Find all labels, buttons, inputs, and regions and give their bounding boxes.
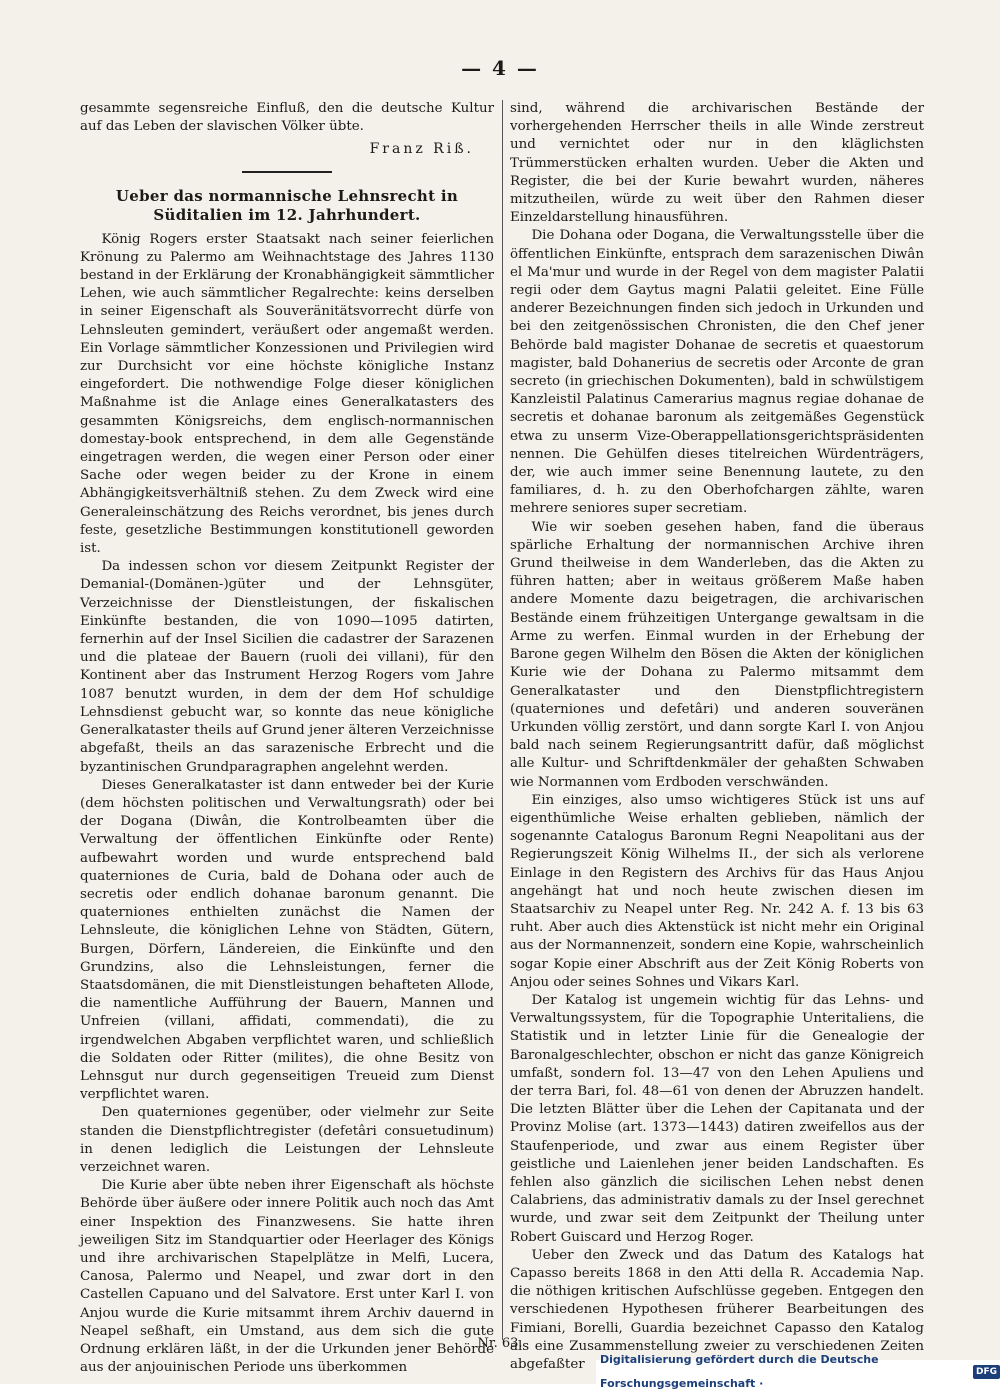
digitization-credit [596,1353,1000,1390]
body-paragraph: sind, während die archivarischen Bestände der vorhergehenden Herrscher theils in alle Winde zerstreut und vernichtet oder nur in den kläglichsten Trümmerstücken erhalten wurden. Ueber die Akten und Register, die bei der Kurie bewahrt wurden, näheres mitzutheilen, würde zu weit über den Rahmen dieser Einzeldarstellung hinausführen. [510,101,924,226]
body-paragraph: Der Katalog ist ungemein wichtig für das Lehns- und Verwaltungssystem, für die Topographie Unteritaliens, die Statistik und in letzter Linie für die Genealogie der Baronalgeschlechter, obschon er nicht das ganze Königreich umfaßt, sondern fol. 13—47 von den Lehen Apuliens und der terra Bari, fol. 48—61 von denen der Abruzzen handelt. Die letzten Blätter über die Lehen der Capitanata und der Provinz Molise (art. 1373—1443) datiren zweifellos aus der Staufenperiode, und zwar aus einem Register über geistliche und Laienlehen jener beiden Landschaften. Es fehlen also gänzlich die sicilischen Lehen nebst denen Calabriens, das administrativ damals zu der Insel gerechnet wurde, und zwar seit dem Zeitpunkt der Theilung unter Robert Guiscard und Herzog Roger. [510,992,924,1245]
body-paragraph: Da indessen schon vor diesem Zeitpunkt Register der Demanial-(Domänen-)güter und der Lehnsgüter, Verzeichnisse der Dienstleistungen, der fiskalischen Einkünfte bestanden, die von 1090—1095 datirten, fernerhin auf der Insel Sicilien die cadastrer der Sarazenen und die plateae der Bauern (ruoli dei villani), für den Kontinent aber das Instrument Herzog Rogers vom Jahre 1087 benutzt wurden, in dem der dem Hof schuldige Lehnsdienst gebucht war, so konnte das neue königliche Generalkataster theils auf Grund jener älteren Verzeichnisse abgefaßt, theils an das sarazenische Erbrecht und die byzantinischen Grundparagraphen angelehnt werden. [80,559,494,775]
page-number: — 4 — [461,56,539,80]
body-paragraph: Ueber den Zweck und das Datum des Katalogs hat Capasso bereits 1868 in den Atti della R. Accademia Nap. die nöthigen kritischen Aufschlüsse gegeben. Entgegen den verschiedenen Hypothesen früherer Bearbeitungen des Fimiani, Borelli, Guardia bezeichnet Capasso den Katalog als eine Zusammenstellung zweier zu verschiedenen Zeiten abgefaßter [510,1247,924,1373]
dfg-logo-icon: DFG [973,1365,1000,1379]
body-paragraph: Den quaterniones gegenüber, oder vielmehr zur Seite standen die Dienstpflichtregister (defetâri consuetudinum) in denen lediglich die Leistungen der Lehnsleute verzeichnet waren. [80,1105,494,1175]
article-title: Ueber das normannische Lehnsrecht in Süditalien im 12. Jahrhundert. [115,186,459,224]
right-column [510,100,924,1374]
intro-paragraph: gesammte segensreiche Einfluß, den die deutsche Kultur auf das Leben der slavischen Völker übte. [80,101,494,135]
section-divider [242,171,332,173]
issue-number: Nr. 63. [477,1336,523,1351]
body-paragraph: Die Kurie aber übte neben ihrer Eigenschaft als höchste Behörde über äußere oder innere Politik auch noch das Amt einer Inspektion des Finanzwesens. Sie hatte ihren jeweiligen Sitz im Standquartier oder Heerlager des Königs und ihre archivarischen Stapelplätze in Melfi, Lucera, Canosa, Palermo und Neapel, und zwar dort in den Castellen Capuano und del Salvatore. Erst unter Karl I. von Anjou wurde die Kurie mitsammt ihrem Archiv dauernd in Neapel seßhaft, ein Umstand, aus dem sich die gute Ordnung erklären läßt, in der die Urkunden jener Behörde aus der anjouinischen Periode uns überkommen [80,1178,494,1376]
credit-text: Digitalisierung gefördert durch die Deutsche Forschungsgemeinschaft · [600,1353,879,1390]
body-paragraph: König Rogers erster Staatsakt nach seiner feierlichen Krönung zu Palermo am Weihnachtstage des Jahres 1130 bestand in der Erklärung der Kronabhängigkeit sämmtlicher Lehen, wie auch sämmtlicher Regalrechte: keins derselben in seiner Eigenschaft als Souveränitätsvorrecht dürfe von Lehnsleuten gemindert, veräußert oder angemaßt werden. Ein Vorlage sämmtlicher Konzessionen und Privilegien wird zur Durchsicht vor eine höchste königliche Instanz eingefordert. Die nothwendige Folge dieser königlichen Maßnahme ist die Anlage eines Generalkatasters des gesammten Königsreichs, dem englisch-normannischen domestay-book entsprechend, in dem alle Gegenstände eingetragen werden, die wegen einer Person oder einer Sache oder wegen beider zu der Krone in einem Abhängigkeitsverhältniß stehen. Zu dem Zweck wird eine Generaleinschätzung des Reichs verordnet, bis jenes durch feste, gesetzliche Bestimmungen konstitutionell geworden ist. [80,231,494,557]
body-paragraph: Wie wir soeben gesehen haben, fand die überaus spärliche Erhaltung der normannischen Archive ihren Grund theilweise in dem Wanderleben, das die Akten zu führen hatten; aber in weitaus größerem Maße haben andere Momente dazu beigetragen, die archivarischen Bestände einem frühzeitigen Untergange gewaltsam in die Arme zu werfen. Einmal wurden in der Erhebung der Barone gegen Wilhelm den Bösen die Akten der königlichen Kurie wie der Dohana zu Palermo mitsammt dem Generalkataster und den Dienstpflichtregistern (quaterniones und defetâri) und anderen souveränen Urkunden völlig zerstört, und dann sorgte Karl I. von Anjou bald nach seinem Regierungsantritt dafür, daß möglichst alle Kultur- und Schriftdenkmäler der gehaßten Schwaben wie Normannen vom Erdboden verschwänden. [510,519,924,790]
body-paragraph: Die Dohana oder Dogana, die Verwaltungsstelle über die öffentlichen Einkünfte, entsprach dem sarazenischen Diwân el Ma'mur und wurde in der Regel von dem magister Palatii regii oder dem Gaytus magni Palatii geleitet. Eine Fülle anderer Bezeichnungen finden sich jedoch in Urkunden und bei den zeitgenössischen Chronisten, die den Chef jener Behörde bald magister Dohanae de secretis et quaestorum magister, bald Dohanerius de secretis oder Arconte de gran secreto (in griechischen Dokumenten), bald in schwülstigem Kanzleistil Palatinus Camerarius magnus regiae dohanae de secretis et dohanae baronum als zeitgemäßes Gegenstück etwa zu unserm Vize-Oberappellationsgerichtspräsidenten nennen. Die Gehülfen dieses titelreichen Würdenträgers, der, wie auch immer seine Benennung lautete, zu den familiares, d. h. zu den Oberhofchargen zählte, waren mehrere seniores super secretiam. [510,228,924,517]
column-divider [502,100,503,1340]
body-paragraph: Dieses Generalkataster ist dann entweder bei der Kurie (dem höchsten politischen und Verwaltungsrath) oder bei der Dogana (Diwân, die Kontrolbeamten über die Verwaltung der öffentlichen Einkünfte oder Rente) aufbewahrt worden und wurde entsprechend bald quaterniones de Curia, bald de Dohana oder auch de secretis oder endlich dohanae baronum genannt. Die quaterniones enthielten zunächst die Namen der Lehnsleute, die königlichen Lehne von Städten, Gütern, Burgen, Dörfern, Ländereien, die Einkünfte und den Grundzins, also die Lehnsleistungen, ferner die Staatsdomänen, die mit Dienstleistungen behafteten Allode, die namentliche Aufführung der Bauern, Mannen und Unfreien (villani, affidati, commendati), die zu irgendwelchen Abgaben verpflichtet waren, und schließlich die Soldaten oder Ritter (milites), die ohne Besitz von Lehnsgut nur durch gegenseitigen Treueid zum Dienst verpflichtet waren. [80,777,494,1103]
author-signature: Franz Riß. [369,141,474,158]
body-paragraph: Ein einziges, also umso wichtigeres Stück ist uns auf eigenthümliche Weise erhalten geblieben, nämlich der sogenannte Catalogus Baronum Regni Neapolitani aus der Regierungszeit König Wilhelms II., der sich als verlorene Einlage in den Registern des Archivs für das Haus Anjou angehängt hat und noch heute zwischen diesen im Staatsarchiv zu Neapel unter Reg. Nr. 242 A. f. 13 bis 63 ruht. Aber auch dies Aktenstück ist nicht mehr ein Original aus der Normannenzeit, sondern eine Kopie, wahrscheinlich sogar Kopie einer Abschrift aus der Zeit König Roberts von Anjou oder seines Sohnes und Vikars Karl. [510,792,924,990]
left-column [80,100,494,1377]
